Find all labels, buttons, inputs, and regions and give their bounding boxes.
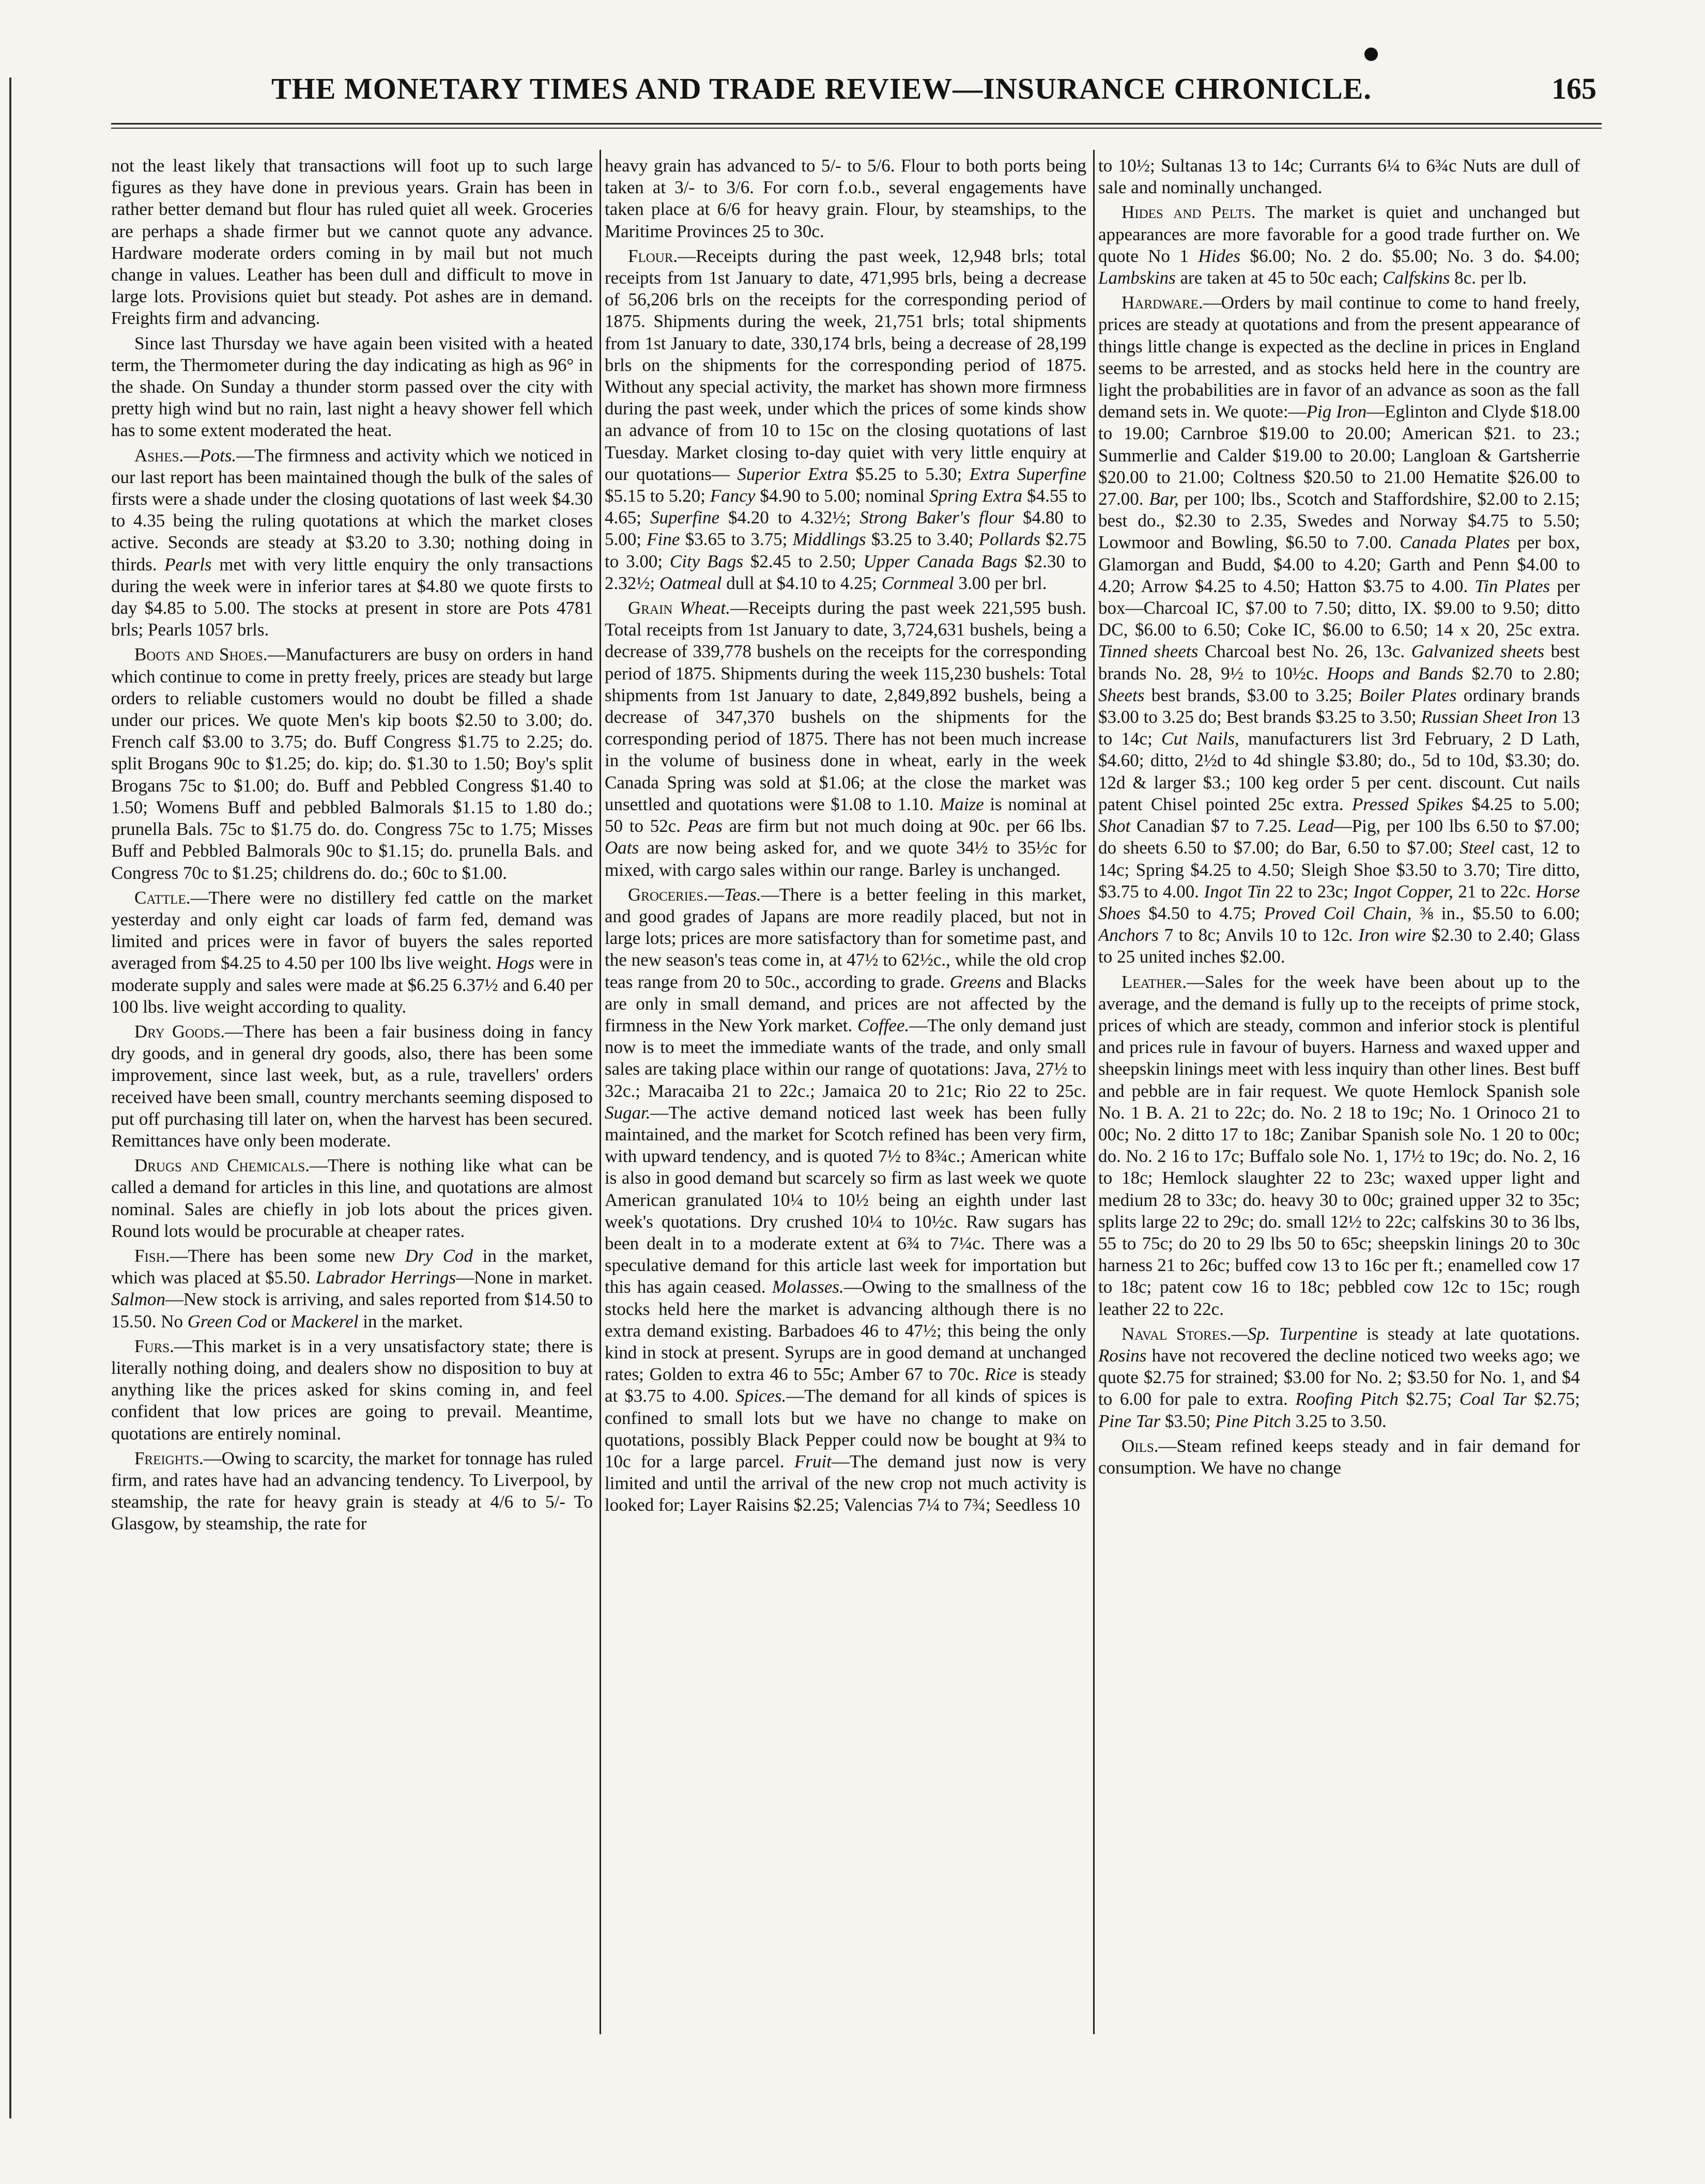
item-name: Proved Coil Chain,	[1264, 903, 1412, 923]
item-name: Fancy	[710, 486, 756, 506]
item-name: Cornmeal	[881, 572, 954, 593]
section-text: best brands, $3.00 to 3.25;	[1151, 685, 1353, 705]
paragraph: heavy grain has advanced to 5/- to 5/6. Flour to both ports being taken at 3/- to 3/6. For corn f.o.b., several engagements have taken place at 6/6 for heavy grain. Flour, by steamships, to the Maritime Provinces 25 to 30c.	[605, 156, 1086, 241]
article-columns	[111, 155, 1602, 2029]
section-text: ordinary brands $3.00 to 3.25 do; Best brands $3.25 to 3.50;	[1098, 685, 1580, 727]
subheading: Molasses.	[772, 1277, 844, 1297]
subheading: Spices.	[735, 1386, 787, 1406]
column-2	[605, 155, 1086, 2029]
section-text: Canadian $7 to 7.25.	[1136, 816, 1292, 837]
section-text: are firm but not much doing at 90c. per 66 lbs.	[729, 816, 1086, 837]
item-name: Sheets	[1098, 685, 1145, 705]
paragraph: Since last Thursday we have again been visited with a heated term, the Thermometer during the day indicating as high as 96° in the shade. On Sunday a thunder storm passed over the city with pretty high wind but no rain, last night a heavy shower fell which has to some extent moderated the heat.	[111, 333, 593, 441]
item-name: Canada Plates	[1400, 532, 1510, 553]
section-text: were in moderate supply and sales were made at $6.25 6.37½ and 6.40 per 100 lbs. live weight according to quality.	[111, 953, 593, 1017]
section-text: are now being asked for, and we quote 34½ to 35½c for mixed, with cargo sales within our range. Barley is unchanged.	[605, 838, 1086, 880]
item-name: Tinned sheets	[1098, 641, 1199, 662]
item-name: Anchors	[1098, 925, 1159, 946]
item-name: Greens	[949, 971, 1002, 992]
price: $4.55 to 4.65;	[605, 486, 1086, 528]
item-name: Pressed Spikes	[1351, 794, 1464, 814]
section-heading: Oils.	[1122, 1435, 1159, 1456]
section-flour	[605, 245, 1086, 594]
section-heading: Dry Goods.	[134, 1021, 225, 1042]
section-text: is steady at $3.75 to 4.00.	[605, 1364, 1086, 1406]
section-text: 7 to 8c; Anvils 10 to 12c.	[1164, 925, 1353, 946]
section-grain	[605, 597, 1086, 881]
section-text: —Sales for the week have been about up to the average, and the demand is fully up to the receipts of prime stock, prices of which are steady, common and inferior stock is plentiful and prices rule in favour of buyers. Harness and waxed upper and sheepskin linings meet with less inquiry than other lines. Best buff and pebble are in fair request. We quote Hemlock Spanish sole No. 1 B. A. 21 to 22c; do. No. 2 18 to 19c; No. 1 Orinoco 21 to 00c; No. 2 ditto 17 to 18c; Zanibar Spanish sole No. 1 20 to 00c; do. No. 2 16 to 17c; Buffalo sole No. 1, 17½ to 19c; do. No. 2, 16 to 18c; Hemlock slaughter 22 to 23c; waxed upper light and medium 28 to 33c; do. heavy 30 to 00c; grained upper 32 to 35c; splits large 22 to 29c; do. small 12½ to 22c; calfskins 30 to 36 lbs, 55 to 75c; do 20 to 29 lbs 50 to 65c; sheepskin linings 20 to 30c harness 21 to 26c; buffed cow 13 to 16c per ft.; enamelled cow 17 to 18c; patent cow 16 to 18c; pebbled cow 12c to 15c; rough leather 22 to 22c.	[1098, 971, 1580, 1319]
item-name: Tin Plates	[1474, 576, 1550, 596]
page-number: 165	[1552, 72, 1596, 105]
item-name: Steel	[1460, 838, 1495, 858]
price: $3.65 to 3.75;	[685, 529, 788, 550]
page-header	[116, 71, 1596, 107]
item-name: Extra Superfine	[969, 463, 1086, 484]
section-text: —There is nothing like what can be called a demand for articles in this line, and quotations are almost nominal. Sales are chiefly in job lots about the prices given. Round lots would be procurable at cheaper rates.	[111, 1155, 593, 1241]
section-text: in the market, which was placed at $5.50.	[111, 1245, 593, 1288]
item-name: Maize	[940, 794, 984, 814]
section-text: in the market.	[363, 1311, 463, 1331]
section-text: have not recovered the decline noticed two weeks ago; we quote $2.75 for strained; $3.00 for No. 2; $3.50 for No. 1, and $4 to 6.00 for pale to extra.	[1098, 1345, 1580, 1409]
item-name: Hoops and Bands	[1327, 663, 1464, 684]
section-hides	[1098, 202, 1580, 289]
item-name: Lambskins	[1098, 268, 1176, 288]
price: $4.80 to 5.00;	[605, 507, 1086, 550]
section-text: 13 to 14c;	[1098, 707, 1580, 749]
section-text: 8c. per lb.	[1454, 268, 1527, 288]
section-text: The market is quiet and unchanged but appearances are more favorable for a good trade further on. We quote No 1	[1098, 202, 1580, 266]
item-name: Rosins	[1098, 1345, 1147, 1366]
section-text: per box—Charcoal IC, $7.00 to 7.50; ditto, IX. $9.00 to 9.50; ditto DC, $6.00 to 6.50; Coke IC, $6.00 to 6.50; 14 x 20, 25c extra.	[1098, 576, 1580, 640]
section-text: $2.70 to 2.80;	[1471, 663, 1580, 684]
section-oils	[1098, 1435, 1580, 1479]
section-groceries	[605, 884, 1086, 1516]
item-name: Pearls	[164, 554, 212, 575]
item-name: City Bags	[669, 551, 744, 571]
section-text: Blacks are only in small demand, and prices are not affected by the firmness in the New York market.	[605, 971, 1086, 1035]
item-name: Oats	[605, 838, 639, 858]
item-name: Shot	[1098, 816, 1131, 837]
section-text: —There has been some new	[170, 1245, 395, 1266]
section-heading: Hides and Pelts.	[1122, 202, 1256, 223]
section-heading: Flour.	[628, 245, 678, 266]
section-heading: Drugs and Chemicals.	[134, 1155, 310, 1176]
section-text: 21 to 22c.	[1458, 881, 1531, 902]
item-name: Russian Sheet Iron	[1421, 707, 1558, 727]
item-name: Horse Shoes	[1098, 881, 1580, 923]
section-cattle	[111, 887, 593, 1018]
section-heading: Ashes.	[134, 445, 184, 466]
section-boots	[111, 644, 593, 884]
item-name: Upper Canada Bags	[863, 551, 1018, 571]
price: $4.20 to 4.32½;	[728, 507, 851, 528]
subheading: —Pots.	[183, 445, 237, 466]
item-name: Lead	[1297, 816, 1334, 837]
section-text: $4.25 to 5.00;	[1471, 794, 1580, 814]
subheading: Wheat.	[679, 598, 730, 618]
section-heading: Furs.	[134, 1336, 174, 1356]
section-text: $4.50 to 4.75;	[1148, 903, 1256, 923]
section-text: —The only demand just now is to meet the immediate wants of the trade, and only small sales are taking place within our range of quotations: Java, 27½ to 32c.; Maracaiba 21 to 22c.; Jamaica 20 to 21c; Rio 22 to 25c.	[605, 1015, 1086, 1101]
section-text: —Receipts during the past week, 12,948 brls; total receipts from 1st January to date, 471,995 brls, being a decrease of 56,206 brls on the receipts for the corresponding period of 1875. Shipments during the week, 21,751 brls; total shipments from 1st January to date, 330,174 brls, being a decrease of 28,199 brls on the shipments for the corresponding period of 1875. Without any special activity, the market has shown more firmness during the past week, under which the prices of some kinds show an advance of from 10 to 15c on the closing quotations of last Tuesday. Market closing to-day quiet with very little enquiry at our quotations—	[605, 245, 1086, 484]
item-name: Calfskins	[1383, 268, 1450, 288]
section-text: and	[1006, 971, 1033, 992]
item-name: Galvanized sheets	[1411, 641, 1545, 662]
item-name: Middlings	[792, 529, 866, 550]
section-text: $2.30 to 2.40; Glass to 25 united inches $2.00.	[1098, 925, 1580, 967]
section-text: 22 to 23c;	[1275, 881, 1348, 902]
section-text: $2.75;	[1534, 1389, 1580, 1409]
price: $5.15 to 5.20;	[605, 486, 705, 506]
section-heading: Leather.	[1122, 971, 1187, 992]
section-text: —This market is in a very unsatisfactory state; there is literally nothing doing, and dealers show no disposition to buy at anything like the prices asked for skins coming in, and feel confident that low prices are going to prevail. Meantime, quotations are entirely nominal.	[111, 1336, 593, 1444]
price: $3.25 to 3.40;	[871, 529, 974, 550]
item-name: Mackerel	[290, 1311, 359, 1331]
item-name: Pine Pitch	[1215, 1411, 1292, 1431]
subheading: Fruit	[794, 1451, 832, 1472]
subheading: Coffee.	[857, 1015, 910, 1035]
item-name: Hides	[1198, 245, 1241, 266]
price: $2.45 to 2.50;	[750, 551, 856, 571]
section-text: —New stock is arriving, and sales reported from $14.50 to 15.50. No	[111, 1289, 593, 1331]
section-hardware	[1098, 292, 1580, 968]
price: $2.30 to 2.32½;	[605, 551, 1086, 593]
section-freights	[111, 1448, 593, 1535]
section-text: —None in market.	[456, 1267, 593, 1288]
header-rule	[111, 123, 1602, 125]
section-text: —Owing to the smallness of the stocks held here the market is advancing although there is no extra demand existing. Barbadoes 46 to 47½; this being the only kind in stock at present. Syrups are in good demand at unchanged rates; Golden to extra 46 to 55c; Amber 67 to 70c.	[605, 1277, 1086, 1385]
subheading: Sugar.	[605, 1102, 651, 1123]
section-text: —Receipts during the past week 221,595 bush. Total receipts from 1st January to date, 3,724,631 bushels, being a decrease of 339,778 bushels on the receipts for the corresponding period of 1875. Shipments during the week 115,230 bushels: Total shipments from 1st January to date, 2,849,892 bushels, being a decrease of 347,370 bushels on the shipments for the corresponding period of 1875. There has not been much increase in the volume of business done in wheat, early in the week Canada Spring was sold at $1.06; at the close the market was unsettled and quotations were $1.08 to 1.10.	[605, 598, 1086, 814]
section-heading: Cattle.	[134, 887, 191, 908]
section-text: are taken at 45 to 50c each;	[1180, 268, 1378, 288]
price: dull at $4.10 to 4.25;	[726, 572, 877, 593]
section-naval-stores	[1098, 1323, 1580, 1432]
section-text: $2.75;	[1406, 1389, 1452, 1409]
section-text: —Steam refined keeps steady and in fair demand for consumption. We have no change	[1098, 1435, 1580, 1478]
section-text: —The active demand noticed last week has been fully maintained, and the market for Scotch refined has been very firm, with upward tendency, and is quoted 7½ to 8¾c.; American white is also in good demand but scarcely so firm as last week we quote American granulated 10¼ to 10½ being an eighth under last week's quotations. Dry crushed 10¼ to 10½c. Raw sugars has been dealt in to a moderate extent at 6¾ to 7¼c. There was a speculative demand for this article last week for importation but this has again ceased.	[605, 1102, 1086, 1297]
item-name: Hogs	[496, 953, 534, 973]
price: 3.00 per brl.	[958, 572, 1047, 593]
section-heading: Groceries.	[628, 884, 708, 905]
section-heading: Fish.	[134, 1245, 170, 1266]
section-text: —Eglinton and Clyde $18.00 to 19.00; Carnbroe $19.00 to 20.00; American $21. to 23.; Summerlie and Calder $19.00 to 20.00; Langloan & Gartsherrie $20.00 to 21.00; Coltness $20.50 to 21.00 Hematite $26.00 to 27.00.	[1098, 401, 1580, 509]
section-text: —Orders by mail continue to come to hand freely, prices are steady at quotations and from the present appearance of things little change is expected as the decline in prices in England seems to be arrested, and as stocks held here in the country are light the probabilities are in favor of an advance as soon as the fall demand sets in. We quote:—	[1098, 292, 1580, 422]
section-text: per 100; lbs., Scotch and Staffordshire, $2.00 to 2.15; best do., $2.30 to 2.35, Swedes and Norway $4.75 to 5.50; Lowmoor and Bowling, $6.50 to 7.00.	[1098, 489, 1580, 553]
column-3	[1098, 155, 1580, 2029]
subheading: —Teas.	[708, 884, 761, 905]
page-title: THE MONETARY TIMES AND TRADE REVIEW—INSURANCE CHRONICLE.	[271, 72, 1372, 105]
section-text: —There is a better feeling in this market, and good grades of Japans are more readily placed, but not in large lots; prices are more satisfactory than for sometime past, and the new season's teas come in, at 47½ to 62½c., while the old crop teas range from 20 to 50c., according to grade.	[605, 884, 1086, 992]
section-text: —Pig, per 100 lbs 6.50 to $7.00; do sheets 6.50 to $7.00; do Bar, 6.50 to $7.00;	[1098, 816, 1580, 858]
section-text: —There has been a fair business doing in fancy dry goods, and in general dry goods, also, there has been some improvement, since last week, but, as a rule, travellers' orders received have been small, country merchants seeming disposed to put off purchasing till later on, when the harvest has been secured. Remittances have only been moderate.	[111, 1021, 593, 1151]
column-1	[111, 155, 593, 2029]
ink-blot	[1364, 48, 1378, 61]
section-text: 3.25 to 3.50.	[1295, 1411, 1387, 1431]
section-heading: Naval Stores.	[1122, 1323, 1232, 1344]
item-name: Spring Extra	[929, 486, 1023, 506]
section-heading: Boots and Shoes.	[134, 644, 268, 665]
price: $4.90 to 5.00; nominal	[760, 486, 925, 506]
section-text: —Manufacturers are busy on orders in hand which continue to come in pretty freely, prices are steady but large orders to reliable customers would no doubt be filled a shade under our prices. We quote Men's kip boots $2.50 to 3.00; do. French calf $3.00 to 3.75; do. Buff Congress $1.75 to 2.25; do. split Brogans 90c to $1.25; do. kip; do. $1.30 to 1.50; Boy's split Brogans 75c to $1.00; do. Buff and Pebbled Congress $1.40 to 1.50; Womens Buff and pebbled Balmorals $1.15 to 1.80 do.; prunella Bals. 75c to $1.75 do. do. Congress 75c to 1.75; Misses Buff and Pebbled Balmorals 90c to $1.15; do. prunella Bals. and Congress 70c to $1.25; childrens do. do.; 60c to $1.00.	[111, 644, 593, 883]
item-name: Iron wire	[1358, 925, 1426, 946]
price: $5.25 to 5.30;	[855, 463, 962, 484]
section-text: or	[271, 1311, 286, 1331]
item-name: Coal Tar	[1459, 1389, 1527, 1409]
header-rule-thin	[111, 128, 1602, 129]
section-text: —The firmness and activity which we noticed in our last report has been maintained though the bulk of the sales of firsts were a shade under the closing quotations of last week $4.30 to 4.35 being the ruling quotations at which the market closes active. Seconds are steady at $3.20 to 3.30; nothing doing in thirds.	[111, 445, 593, 575]
item-name: Green Cod	[187, 1311, 267, 1331]
section-dry-goods	[111, 1021, 593, 1152]
section-heading: Hardware.	[1122, 292, 1203, 313]
section-drugs	[111, 1155, 593, 1242]
section-text: best brands No. 28, 9½ to 10½c.	[1098, 641, 1580, 684]
item-name: Boiler Plates	[1359, 685, 1457, 705]
section-text: —The demand for all kinds of spices is confined to small lots but we have no change to make on quotations, possibly Black Pepper could now be bought at 9¾ to 10c for a large parcel.	[605, 1386, 1086, 1472]
item-name: Superfine	[650, 507, 720, 528]
section-text: is steady at late quotations.	[1366, 1323, 1580, 1344]
item-name: Pine Tar	[1098, 1411, 1161, 1431]
item-name: Cut Nails,	[1161, 729, 1239, 749]
item-name: Roofing Pitch	[1295, 1389, 1399, 1409]
paragraph: to 10½; Sultanas 13 to 14c; Currants 6¼ to 6¾c Nuts are dull of sale and nominally unchanged.	[1098, 156, 1580, 198]
item-name: Fine	[647, 529, 680, 550]
section-text: met with very little enquiry the only transactions during the week were in inferior tares at $4.80 we quote firsts to day $4.85 to 5.00. The stocks at present in store are Pots 4781 brls; Pearls 1057 brls.	[111, 554, 593, 640]
section-ashes	[111, 445, 593, 641]
item-name: Dry Cod	[405, 1245, 473, 1266]
section-text: $3.50;	[1165, 1411, 1211, 1431]
item-name: Peas	[687, 816, 723, 837]
section-text: —There were no distillery fed cattle on the market yesterday and only eight car loads of farm fed, demand was limited and prices were in favor of buyers the sales reported averaged from $4.25 to 4.50 per 100 lbs live weight.	[111, 887, 593, 973]
paragraph: not the least likely that transactions will foot up to such large figures as they have done in previous years. Grain has been in rather better demand but flour has ruled quiet all week. Groceries are perhaps a shade firmer but we cannot quote any advance. Hardware moderate orders coming in by mail but not much change in values. Leather has been dull and difficult to move in large lots. Provisions quiet but steady. Pot ashes are in demand. Freights firm and advancing.	[111, 156, 593, 329]
item-name: Labrador Herrings	[316, 1267, 456, 1288]
section-text: —Owing to scarcity, the market for tonnage has ruled firm, and rates have had an advancing tendency. To Liverpool, by steamship, the rate for heavy grain is steady at 4/6 to 5/- To Glasgow, by steamship, the rate for	[111, 1448, 593, 1534]
section-furs	[111, 1336, 593, 1445]
item-name: Pig Iron	[1306, 401, 1367, 422]
section-text: per box, Glamorgan and Budd, $4.00 to 4.20; Garth and Penn $4.00 to 4.20; Arrow $4.25 to 4.50; Hatton $3.75 to 4.00.	[1098, 532, 1580, 596]
section-heading: Freights.	[134, 1448, 204, 1468]
price: $2.75 to 3.00;	[605, 529, 1086, 571]
item-name: Ingot Copper,	[1353, 881, 1453, 902]
section-text: is nominal at 50 to 52c.	[605, 794, 1086, 837]
section-fish	[111, 1245, 593, 1333]
item-name: Rice	[985, 1364, 1017, 1385]
page-edge-shadow	[9, 78, 11, 2118]
item-name: Pollards	[978, 529, 1041, 550]
item-name: Ingot Tin	[1204, 881, 1270, 902]
section-text: $6.00; No. 2 do. $5.00; No. 3 do. $4.00;	[1250, 245, 1580, 266]
section-text: manufacturers list 3rd February, 2 D Lath, $4.60; ditto, 2½d to 4d shingle $3.80; do., 5d to 10d, $3.30; do. 12d & larger $3.; 100 keg order 5 per cent. discount. Cut nails patent Chisel pointed 25c extra.	[1098, 729, 1580, 814]
section-text: —The demand just now is very limited and until the arrival of the new crop not much activity is looked for; Layer Raisins $2.25; Valencias 7¼ to 7¾; Seedless 10	[605, 1451, 1086, 1515]
section-heading: Grain	[628, 598, 673, 618]
section-text: Charcoal best No. 26, 13c.	[1204, 641, 1405, 662]
section-text: cast, 12 to 14c; Spring $4.25 to 4.50; Sleigh Shoe $3.50 to 3.70; Tire ditto, $3.75 to 4.00.	[1098, 838, 1580, 902]
item-name: Bar,	[1149, 489, 1179, 509]
item-name: Salmon	[111, 1289, 165, 1310]
item-name: Superior Extra	[737, 463, 849, 484]
item-name: Oatmeal	[659, 572, 722, 593]
item-name: Strong Baker's flour	[859, 507, 1015, 528]
subheading: —Sp. Turpentine	[1231, 1323, 1358, 1344]
section-text: ⅜ in., $5.50 to 6.00;	[1419, 903, 1580, 923]
section-leather	[1098, 971, 1580, 1320]
